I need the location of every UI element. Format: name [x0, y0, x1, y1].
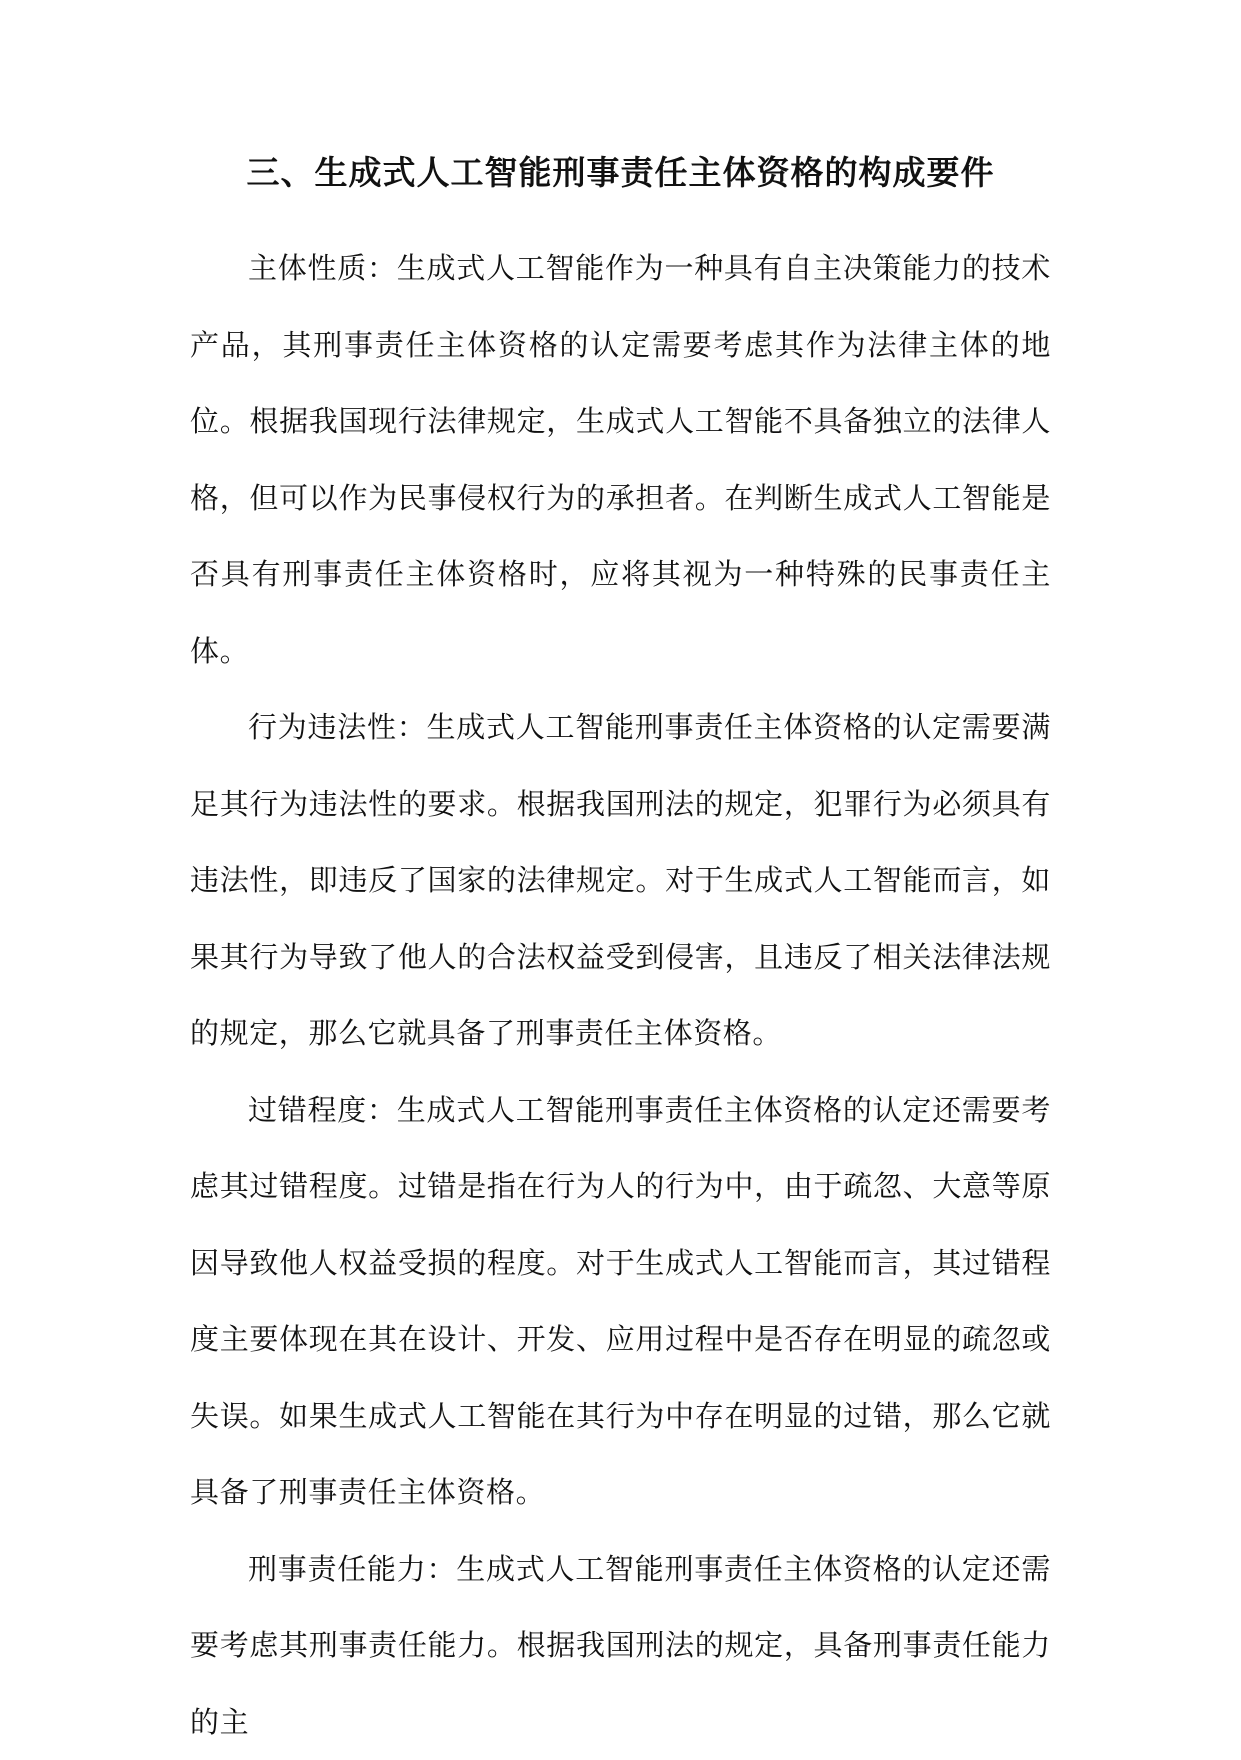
- paragraph-criminal-capacity: 刑事责任能力：生成式人工智能刑事责任主体资格的认定还需要考虑其刑事责任能力。根据我国刑法的规定，具备刑事责任能力的主: [190, 1531, 1051, 1760]
- paragraph-fault-degree: 过错程度：生成式人工智能刑事责任主体资格的认定还需要考虑其过错程度。过错是指在行为人的行为中，由于疏忽、大意等原因导致他人权益受损的程度。对于生成式人工智能而言，其过错程度主要体现在其在设计、开发、应用过程中是否存在明显的疏忽或失误。如果生成式人工智能在其行为中存在明显的过错，那么它就具备了刑事责任主体资格。: [190, 1072, 1051, 1531]
- section-title: 三、生成式人工智能刑事责任主体资格的构成要件: [190, 150, 1051, 196]
- paragraph-illegality: 行为违法性：生成式人工智能刑事责任主体资格的认定需要满足其行为违法性的要求。根据我国刑法的规定，犯罪行为必须具有违法性，即违反了国家的法律规定。对于生成式人工智能而言，如果其行为导致了他人的合法权益受到侵害，且违反了相关法律法规的规定，那么它就具备了刑事责任主体资格。: [190, 689, 1051, 1072]
- paragraph-subject-nature: 主体性质：生成式人工智能作为一种具有自主决策能力的技术产品，其刑事责任主体资格的认定需要考虑其作为法律主体的地位。根据我国现行法律规定，生成式人工智能不具备独立的法律人格，但可以作为民事侵权行为的承担者。在判断生成式人工智能是否具有刑事责任主体资格时，应将其视为一种特殊的民事责任主体。: [190, 230, 1051, 689]
- document-body: [190, 230, 1051, 1760]
